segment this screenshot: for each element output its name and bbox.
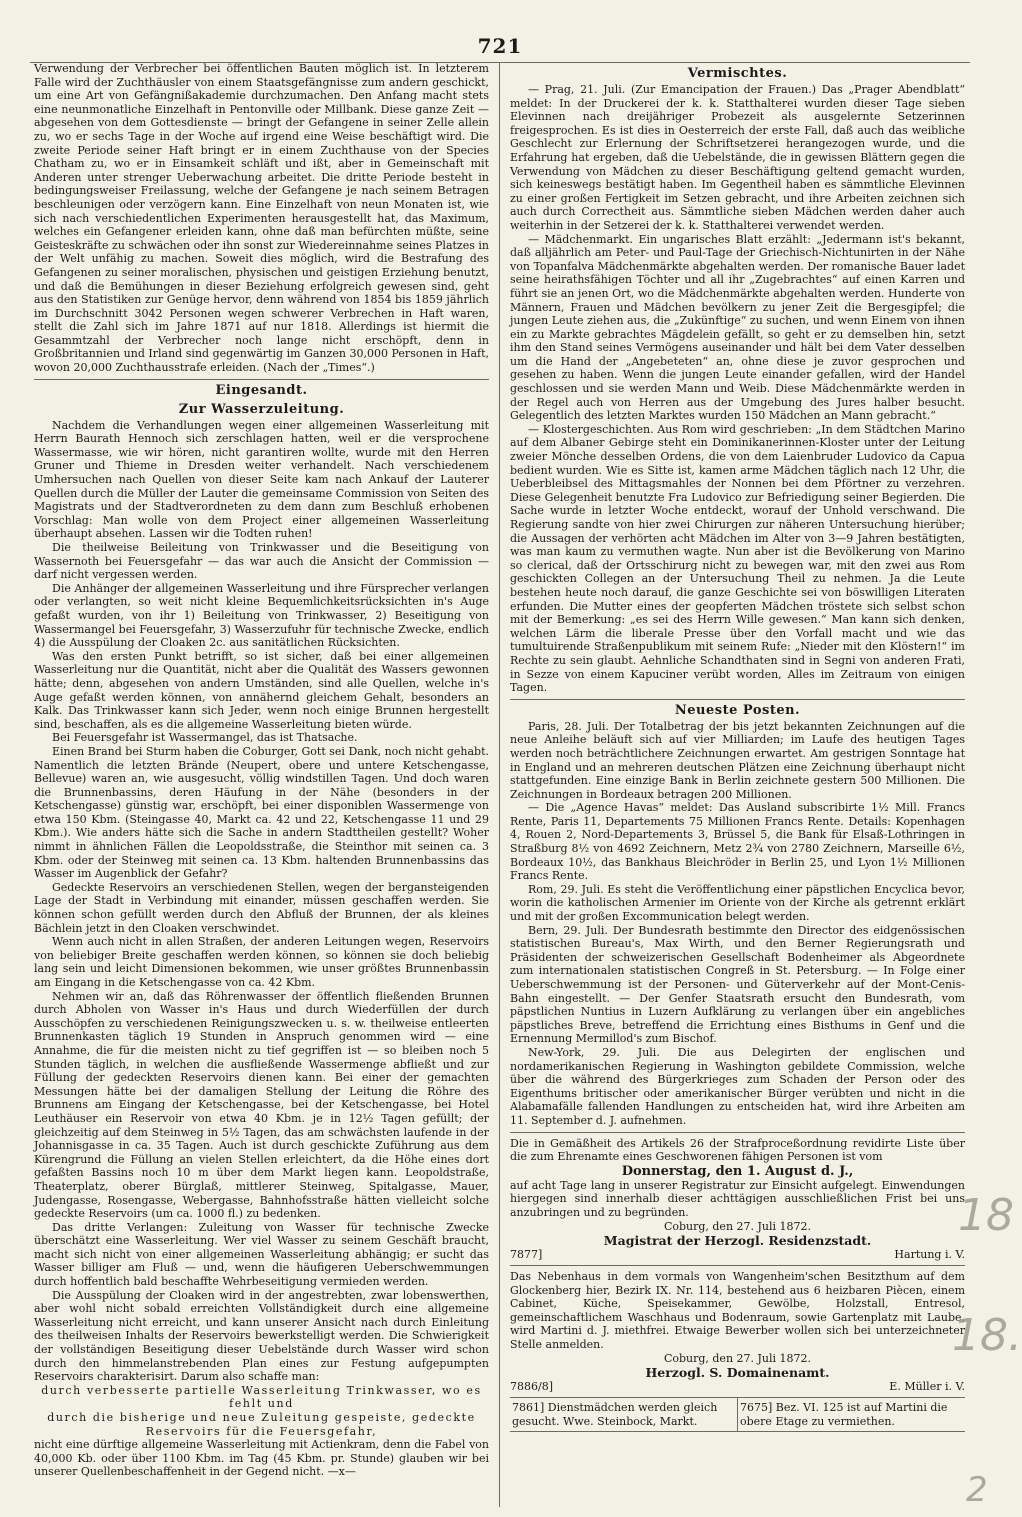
notice-place-date: Coburg, den 27. Juli 1872. bbox=[663, 1219, 812, 1233]
notice-text: auf acht Tage lang in unserer Registratur zur Einsicht aufgelegt. Einwendungen hiergegen sind innerhalb dieser achttägigen ausschließlichen Frist bei uns anzubringen und zu begründen. bbox=[510, 1178, 965, 1219]
section-eingesandt: Eingesandt. bbox=[34, 379, 489, 398]
notice-place-date: Coburg, den 27. Juli 1872. bbox=[663, 1351, 812, 1365]
paragraph: Nehmen wir an, daß das Röhrenwasser der öffentlich fließenden Brunnen durch Abholen von Wasser in's Haus und durch Wiederfüllen der durch Ausschöpfen zu verschiedenen Reinigungszwecken u. s. w. theilweise entleerten Brunnenkasten täglich 19 Stunden in Anspruch genommen wird — eine Annahme, die für die meisten nicht zu tief gegriffen ist — so bleiben noch 5 Stunden täglich, in welchen die ausfließende Wassermenge abfließt und zur Füllung der gedeckten Reservoirs dienen kann. Bei einer der gemachten Messungen hätte bei der damaligen Stellung der Leitung die Röhre des Brunnens am Eingang der Ketschengasse, bei der Ketschengasse, bei Hotel Leuthäuser ein Reservoir von etwa 40 Kbm. je in 12½ Tagen gefüllt; der gleichzeitig auf dem Steinweg in 5½ Tagen, das am schwächsten laufende in der Johannisgasse in ca. 35 Tagen. Auch ist durch geschickte Zuführung aus dem Kürengrund die Füllung an vielen Stellen erleichtert, da die Höhe eines dort gefaßten Bassins noch 10 m über dem Markt liegen kann. Leopoldstraße, Theaterplatz, oberer Bürglaß, mittlerer Steinweg, Spitalgasse, Mauer, Judengasse, Rosengasse, Webergasse, Bahnhofsstraße hätten vielleicht solche gedeckte Reservoirs (um ca. 1000 fl.) zu bedenken. bbox=[34, 989, 489, 1221]
ad-obere-etage: 7675] Bez. VI. 125 ist auf Martini die obere Etage zu vermiethen. bbox=[740, 1401, 948, 1428]
news-item-agence-havas: — Die „Agence Havas“ meldet: Das Ausland subscribirte 1½ Mill. Francs Rente, Paris 11, Departements 75 Millionen Francs Rente. Details: Kopenhagen 4, Rouen 2, Nord-Departements 3, Brüssel 5, die Bank für Elsaß-Lothringen in Straßburg 8½ von 4692 Zeichnern, Metz 2¾ von 2780 Zeichnern, Marseille 6½, Bordeaux 10½, das Bankhaus Bleichröder in Berlin 25, und Lyon 1½ Millionen Francs Rente. bbox=[510, 801, 965, 883]
paragraph: Wenn auch nicht in allen Straßen, der anderen Leitungen wegen, Reservoirs von beliebiger Breite geschaffen werden können, so können sie doch beliebig lang sein und leicht Dimensionen bekommen, wie unser größtes Brunnenbassin am Eingang in die Ketschengasse von ca. 42 Kbm. bbox=[34, 935, 489, 989]
section-neueste-posten: Neueste Posten. bbox=[510, 699, 965, 718]
article-prisons-continuation: Verwendung der Verbrecher bei öffentlichen Bauten möglich ist. In letzterem Falle wird der Zuchthäusler von einem Staatsgefängnisse zum andern geschickt, um eine Art von Gefängnißakademie durchzumachen. Den Anfang macht stets eine neunmonatliche Einzelhaft in Pentonville oder Millbank. Diese ganze Zeit — abgesehen von dem Gottesdienste — bringt der Gefangene in seiner Zelle allein zu, wo er sechs Tage in der Woche auf irgend eine Weise beschäftigt wird. Die zweite Periode seiner Haft bringt er in einem Zuchthause von der Species Chatham zu, wo er in Einsamkeit schläft und ißt, aber in Gemeinschaft mit Anderen unter strenger Ueberwachung arbeitet. Die dritte Periode besteht in bedingungsweiser Freilassung, welche der Gefangene je nach seinem Betragen beschleunigen oder verzögern kann. Eine Einzelhaft von neun Monaten ist, wie sich nach verschiedentlichen Experimenten herausgestellt hat, das Maximum, welches ein Gefangener erleiden kann, ohne daß man befürchten müßte, seine Geisteskräfte zu schwächen oder ihn sonst zur Wiedereinnahme seines Platzes in der Welt unfähig zu machen. Soweit dies möglich, wird die Bestrafung des Gefangenen zu seiner moralischen, physischen und geistigen Erziehung benutzt, und daß die Bemühungen in dieser Beziehung erfolgreich gewesen sind, geht aus den Statistiken zur Genüge hervor, denn während von 1854 bis 1859 jährlich im Durchschnitt 3042 Personen wegen schwerer Verbrechen in Haft waren, stellt die Zahl sich im Jahre 1871 auf nur 1818. Allerdings ist hiermit die Gesammtzahl der Verbrecher noch lange nicht erschöpft, denn in Großbritannien und Irland sind gegenwärtig im Ganzen 30,000 Personen in Haft, wovon 20,000 Zuchthausstrafe erleiden. (Nach der „Times“.) bbox=[34, 62, 489, 375]
notice-authority: Magistrat der Herzogl. Residenzstadt. bbox=[603, 1233, 872, 1249]
notice-ref: 7877] bbox=[510, 1248, 543, 1262]
paragraph: Was den ersten Punkt betrifft, so ist sicher, daß bei einer allgemeinen Wasserleitung nur die Quantität, nicht aber die Qualität des Wassers gewonnen hätte; denn, abgesehen von andern Umständen, sind alle Quellen, welche in's Auge gefaßt werden können, von annähernd gleichem Gehalt, besonders an Kalk. Das Trinkwasser kann sich Jeder, wenn noch einige Brunnen hergestellt sind, beschaffen, als es die allgemeine Wasserleitung bieten würde. bbox=[34, 649, 489, 731]
demand-line: durch verbesserte partielle Wasserleitung Trinkwasser, wo es fehlt und bbox=[41, 1383, 482, 1411]
column-divider bbox=[499, 62, 500, 1507]
closing-paragraph: nicht eine dürftige allgemeine Wasserleitung mit Actienkram, denn die Fabel von 40,000 Kb. oder über 1100 Kbm. im Tag (45 Kbm. pr. Stunde) glauben wir bei unserer Quellenbeschaffenheit in der Gegend nicht. —x— bbox=[34, 1438, 489, 1479]
handwritten-mark: 18 bbox=[958, 1190, 1014, 1241]
notice-nebenhaus bbox=[510, 1265, 965, 1393]
notice-geschworene bbox=[510, 1132, 965, 1262]
section-vermischtes: Vermischtes. bbox=[687, 66, 788, 81]
news-item-rom: Rom, 29. Juli. Es steht die Veröffentlichung einer päpstlichen Encyclica bevor, worin die katholischen Armenier im Oriente von der Kirche als getrennt erklärt und mit der großen Excommunication belegt werden. bbox=[510, 882, 965, 924]
paragraph: Die Anhänger der allgemeinen Wasserleitung und ihre Fürsprecher verlangen oder verlangten, so weit nicht kleine Bequemlichkeitsrücksichten in's Auge gefaßt wurden, von ihr 1) Beileitung von Trinkwasser, 2) Beseitigung von Wassermangel bei Feuersgefahr, 3) Wasserzufuhr für technische Zwecke, endlich 4) die Ausspülung der Cloaken 2c. aus sanitätlichen Rücksichten. bbox=[34, 581, 489, 650]
notice-signature: Hartung i. V. bbox=[894, 1248, 965, 1262]
demand-line: durch die bisherige und neue Zuleitung gespeiste, gedeckte Reservoirs für die Feuersgefahr, bbox=[47, 1411, 476, 1438]
news-item-paris: Paris, 28. Juli. Der Totalbetrag der bis jetzt bekannten Zeichnungen auf die neue Anleihe beläuft sich auf vier Milliarden; im Laufe des heutigen Tages werden noch beträchtlichere Zeichnungen erwartet. Am gestrigen Sonntage hat in England und an mehreren deutschen Plätzen eine Zeichnung überhaupt nicht stattgefunden. Eine einzige Bank in Berlin zeichnete gestern 500 Millionen. Die Zeichnungen in Bordeaux betragen 200 Millionen. bbox=[510, 719, 965, 801]
handwritten-mark: 2 bbox=[966, 1470, 988, 1510]
article-title-wasserzuleitung: Zur Wasserzuleitung. bbox=[178, 401, 345, 417]
notice-authority: Herzogl. S. Domainenamt. bbox=[645, 1365, 830, 1381]
notice-signature: E. Müller i. V. bbox=[889, 1380, 965, 1394]
news-item-new-york: New-York, 29. Juli. Die aus Delegirten der englischen und nordamerikanischen Regierung in Washington gebildete Commission, welche über die während des Bürgerkrieges zum Schaden der Person oder des Eigenthums britischer oder amerikanischer Bürger verübten und nicht in die Alabamafälle fallenden Handlungen zu entscheiden hat, wird ihre Arbeiten am 11. September d. J. aufnehmen. bbox=[510, 1045, 965, 1127]
notice-text: Die in Gemäßheit des Artikels 26 der Strafproceßordnung revidirte Liste über die zum Ehrenamte eines Geschworenen fähigen Personen ist vom bbox=[510, 1136, 965, 1164]
paragraph: Gedeckte Reservoirs an verschiedenen Stellen, wegen der bergansteigenden Lage der Stadt in Verbindung mit einander, müssen geschaffen werden. Sie können schon gefüllt werden durch den Abfluß der Brunnen, der als kleines Bächlein jetzt in den Cloaken verschwindet. bbox=[34, 880, 489, 935]
page-number: 721 bbox=[477, 34, 523, 58]
right-column bbox=[510, 62, 965, 1432]
paragraph: Nachdem die Verhandlungen wegen einer allgemeinen Wasserleitung mit Herrn Baurath Hennoch sich zerschlagen hatten, weil er die versprochene Wassermasse, wie wir hören, nicht garantiren wollte, wurde mit den Herren Gruner und Thieme in Dresden weiter verhandelt. Nach verschiedenem Umhersuchen nach Quellen von dieser Seite kam nach Ankauf der Lauterer Quellen durch die Müller der Lauter die gemeinsame Commission von Seiten des Magistrats und der Stadtverordneten zu dem dann zum Beschluß erhobenen Vorschlag: Man wolle von dem Project einer allgemeinen Wasserleitung überhaupt absehen. Lassen wir die Todten ruhen! bbox=[34, 418, 489, 541]
notice-text: Das Nebenhaus in dem vormals von Wangenheim'schen Besitzthum auf dem Glockenberg hier, Bezirk IX. Nr. 114, bestehend aus 6 heizbaren Piècen, einem Cabinet, Küche, Speisekammer, Gewölbe, Holzstall, Entresol, gemeinschaftlichem Waschhaus und Bodenraum, sowie Gartenplatz mit Laube, wird Martini d. J. miethfrei. Etwaige Bewerber wollen sich bei unterzeichneter Stelle anmelden. bbox=[510, 1270, 965, 1352]
news-item-bern: Bern, 29. Juli. Der Bundesrath bestimmte den Director des eidgenössischen statistischen Bureau's, Max Wirth, und den Berner Regierungsrath und Präsidenten der schweizerischen Gesellschaft Bodenheimer als Abgeordnete zum internationalen statistischen Congreß in St. Petersburg. — In Folge einer Ueberschwemmung ist der Personen- und Güterverkehr auf der Mont-Cenis-Bahn eingestellt. — Der Genfer Staatsrath ersucht den Bundesrath, vom päpstlichen Nuntius in Luzern Aufklärung zu verlangen über ein angebliches päpstliches Breve, betreffend die Errichtung eines Bisthums in Genf und die Ernennung Mermillod's zum Bischof. bbox=[510, 923, 965, 1046]
paragraph: Die Ausspülung der Cloaken wird in der angestrebten, zwar lobenswerthen, aber wohl nicht sobald erreichten Vollständigkeit durch eine allgemeine Wasserleitung nicht erreicht, und kann unserer Ansicht nach durch Einleitung des theilweisen Inhalts der Reservoirs bewerkstelligt werden. Die Schwierigkeit der vollständigen Beseitigung dieser Uebelstände durch Wasser wird schon durch den himmelanstrebenden Plan eines zur Festung aufgepumpten Reservoirs charakterisirt. Darum also schaffe man: bbox=[34, 1288, 489, 1384]
ad-dienstmaedchen: 7861] Dienstmädchen werden gleich gesucht. Wwe. Steinbock, Markt. bbox=[510, 1398, 738, 1431]
paragraph: Das dritte Verlangen: Zuleitung von Wasser für technische Zwecke überschätzt eine Wasserleitung. Wer viel Wasser zu seinem Geschäft braucht, macht sich nicht von einer allgemeinen Wasserleitung abhängig; er sucht das Wasser billiger am Fluß — und, wenn die häufigeren Ueberschwemmungen durch hoffentlich bald beschaffte Wehrbeseitigung vermieden werden. bbox=[34, 1220, 489, 1289]
paragraph: Die theilweise Beileitung von Trinkwasser und die Beseitigung von Wassernoth bei Feuersgefahr — das war auch die Ansicht der Commission — darf nicht vergessen werden. bbox=[34, 541, 489, 582]
classified-ads-row bbox=[510, 1397, 965, 1432]
news-item-prag: — Prag, 21. Juli. (Zur Emancipation der Frauen.) Das „Prager Abendblatt“ meldet: In der Druckerei der k. k. Statthalterei wurden dieser Tage sieben Elevinnen nach dreijähriger Probezeit als ausgelernte Setzerinnen freigesprochen. Es ist dies in Oesterreich der erste Fall, daß auch das weibliche Geschlecht zur Erlernung der Schriftsetzerei herangezogen wurde, und die Erfahrung hat ergeben, daß die Uebelstände, die in gewissen Blättern gegen die Verwendung von Mädchen zu dieser Beschäftigung geltend gemacht wurden, sich keineswegs bestätigt haben. Im Gegentheil haben es sämmtliche Elevinnen zu einer großen Fertigkeit im Setzen gebracht, und ihre Arbeiten zeichnen sich auch durch Correctheit aus. Sämmtliche sieben Mädchen werden daher auch weiterhin in der Setzerei der k. k. Statthalterei verwendet werden. bbox=[510, 83, 965, 232]
left-column bbox=[34, 62, 489, 1479]
notice-ref: 7886/8] bbox=[510, 1380, 553, 1394]
handwritten-mark: 18. bbox=[952, 1310, 1022, 1361]
notice-date: Donnerstag, den 1. August d. J., bbox=[621, 1163, 854, 1179]
news-item-maedchenmarkt: — Mädchenmarkt. Ein ungarisches Blatt erzählt: „Jedermann ist's bekannt, daß alljährlich am Peter- und Paul-Tage der Griechisch-Nichtunirten in der Nähe von Topanfalva Mädchenmärkte abgehalten werden. Der romanische Bauer ladet seine heirathsfähigen Töchter und all ihr „Zugebrachtes“ auf einen Karren und führt sie an jenen Ort, wo die Mädchenmärkte abgehalten werden. Hunderte von Männern, Frauen und Mädchen bevölkern zu jener Zeit die Bergesgipfel; die jungen Leute ziehen aus, die „Zukünftige“ zu suchen, und wenn Einem von ihnen ein zu Markte gebrachtes Mägdelein gefällt, so geht er zu demselben hin, setzt ihm den Stand seines Vermögens auseinander und hält bei dem Vater desselben um die Hand der „Angebeteten“ an, ohne diese je zuvor gesprochen und gesehen zu haben. Wenn die jungen Leute einander gefallen, wird der Handel geschlossen und sie werden Mann und Weib. Diese Mädchenmärkte werden in der Regel auch von Herren aus der Umgebung des Jures halber besucht. Gelegentlich des letzten Marktes wurden 150 Mädchen an Mann gebracht.“ bbox=[510, 232, 965, 423]
news-item-klostergeschichten: — Klostergeschichten. Aus Rom wird geschrieben: „In dem Städtchen Marino auf dem Albaner Gebirge steht ein Dominikanerinnen-Kloster unter der Leitung zweier Mönche desselben Ordens, die von dem Laienbruder Ludovico da Capua bedient wurden. Wie es Sitte ist, kamen arme Mädchen täglich nach 12 Uhr, die Ueberbleibsel des Mittagsmahles der Nonnen bei dem Pförtner zu verzehren. Diese Gelegenheit benutzte Fra Ludovico zur Befriedigung seiner Begierden. Die Sache wurde in letzter Woche entdeckt, worauf der Unhold verschwand. Die Regierung sandte von hier zwei Chirurgen zur näheren Untersuchung hierüber; die Aussagen der verhörten acht Mädchen im Alter von 3—9 Jahren bestätigten, was man kaum zu vermuthen wagte. Nun aber ist die Bevölkerung von Marino so clerical, daß der Ortsschirurg nicht zu bewegen war, mit den zwei aus Rom geschickten Collegen an der Untersuchung Theil zu nehmen. Ja die Leute bestehen heute noch darauf, die ganze Geschichte sei von böswilligen Literaten erfunden. Die Mutter eines der geopferten Mädchen tröstete sich selbst schon mit der Bemerkung: „es sei des Herrn Wille gewesen.“ Man kann sich denken, welchen Lärm die liberale Presse über den Vorfall macht und wie das tumultuirende Straßenpublikum mit seinem Rufe: „Nieder mit den Klöstern!“ im Rechte zu sein glaubt. Aehnliche Schandthaten sind in Segni von anderen Frati, in Sezze von einem Kapuciner verübt worden, Alles im Zeitraum von einigen Tagen. bbox=[510, 422, 965, 695]
paragraph: Einen Brand bei Sturm haben die Coburger, Gott sei Dank, noch nicht gehabt. Namentlich die letzten Brände (Neupert, obere und untere Ketschengasse, Bellevue) waren an, wie ausgesucht, völlig windstillen Tagen. Und doch waren die Brunnenbassins, deren Häufung in der Nähe (besonders in der Ketschengasse) günstig war, erschöpft, bei einer disponiblen Wassermenge von etwa 150 Kbm. (Steingasse 40, Markt ca. 42 und 22, Ketschengasse 11 und 29 Kbm.). Wie anders hätte sich die Sache in andern Stadttheilen gestellt? Woher nimmt in ähnlichen Fällen die Leopoldsstraße, die Steinthor mit seinen ca. 3 Kbm. oder der Steinweg mit seinen ca. 13 Kbm. haltenden Brunnenbassins das Wasser im Augenblick der Gefahr? bbox=[34, 744, 489, 881]
paragraph: Bei Feuersgefahr ist Wassermangel, das ist Thatsache. bbox=[52, 731, 358, 745]
